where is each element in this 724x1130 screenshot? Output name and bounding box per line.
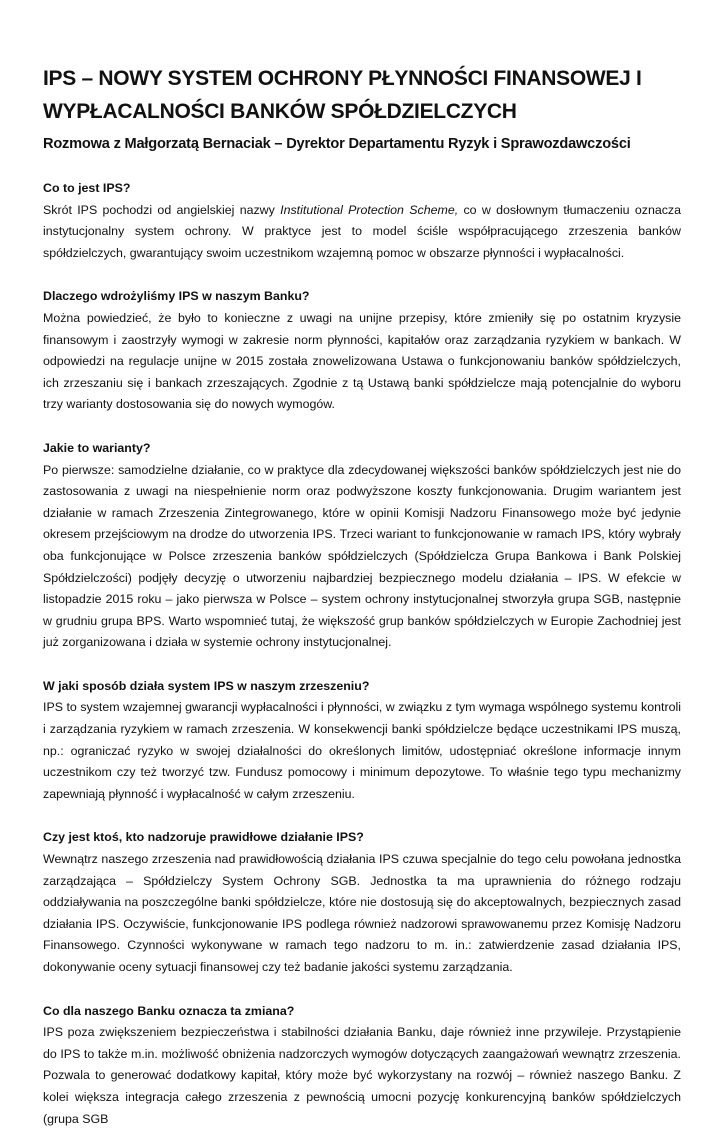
question: Jakie to warianty? [43, 440, 151, 455]
answer-text: co w dosłownym tłumaczeniu oznacza instytucjonalny system ochrony. W praktyce jest to model ściśle współpracującego zrzeszenia banków spółdzielczych, gwarantujący swoim uczestnikom wzajemną pomoc w obszarze płynności i wypłacalności. [43, 202, 682, 260]
qa-section-why-ips [43, 286, 681, 416]
question: Co to jest IPS? [43, 181, 131, 195]
document-title: IPS – NOWY SYSTEM OCHRONY PŁYNNOŚCI FINANSOWEJ I WYPŁACALNOŚCI BANKÓW SPÓŁDZIELCZYCH [43, 67, 642, 123]
qa-section-what-is-ips [43, 178, 681, 264]
document-subtitle: Rozmowa z Małgorzatą Bernaciak – Dyrektor Departamentu Ryzyk i Sprawozdawczości [43, 136, 631, 152]
answer-emphasis: Institutional Protection Scheme, [280, 202, 459, 217]
qa-section-supervision [43, 827, 681, 978]
answer: IPS to system wzajemnej gwarancji wypłacalności i płynności, w związku z tym wymaga wspólnego systemu kontroli i zarządzania ryzykiem w ramach zrzeszenia. W konsekwencji banki spółdzielcze będące uczestnikami IPS muszą, np.: ograniczać ryzyko w swojej działalności do określonych limitów, udostępniać określone informacje innym uczestnikom czy też tworzyć tzw. Fundusz pomocowy i minimum depozytowe. To właśnie tego typu mechanizmy zapewniają płynność i wypłacalność w całym zrzeszeniu. [43, 700, 681, 801]
answer: Wewnątrz naszego zrzeszenia nad prawidłowością działania IPS czuwa specjalnie do tego celu powołana jednostka zarządzająca – Spółdzielczy System Ochrony SGB. Jednostka ta ma uprawnienia do różnego rodzaju oddziaływania na poszczególne banki spółdzielcze, które nie dostosują się do akceptowalnych, bezpiecznych zasad działania IPS. Oczywiście, funkcjonowanie IPS podlega również nadzorowi sprawowanemu przez Komisję Nadzoru Finansowego. Czynności wykonywane w ramach tego nadzoru to m. in.: zatwierdzenie zasad działania IPS, dokonywanie oceny sytuacji finansowej czy też badanie jakości systemu zarządzania. [43, 852, 681, 974]
qa-section-how-ips-works [43, 676, 681, 806]
qa-section-variants [43, 438, 681, 654]
answer: Po pierwsze: samodzielne działanie, co w praktyce dla zdecydowanej większości banków spółdzielczych jest nie do zastosowania z uwagi na niespełnienie norm oraz podwyższone koszty funkcjonowania. Drugim wariantem jest działanie w ramach Zrzeszenia Zintegrowanego, które w opinii Komisji Nadzoru Finansowego może być jedynie okresem przejściowym na drodze do utworzenia IPS. Trzeci wariant to funkcjonowanie w ramach IPS, który wybrały oba funkcjonujące w Polsce zrzeszenia banków spółdzielczych (Spółdzielcza Grupa Bankowa i Bank Polskiej Spółdzielczości) podjęły decyzję o utworzeniu najbardziej bezpiecznego modelu działania – IPS. W efekcie w listopadzie 2015 roku – jako pierwsza w Polsce – system ochrony instytucjonalnej stworzyła grupa SGB, następnie w grudniu grupa BPS. Warto wspomnieć tutaj, że większość grup banków spółdzielczych w Europie Zachodniej jest już zorganizowana i działa w systemie ochrony instytucjonalnej. [43, 462, 681, 650]
question: Czy jest ktoś, kto nadzoruje prawidłowe działanie IPS? [43, 830, 364, 845]
answer: IPS poza zwiększeniem bezpieczeństwa i stabilności działania Banku, daje również inne przywileje. Przystąpienie do IPS to także m.in. możliwość obniżenia nadzorczych wymogów dotyczących zaangażowań wewnątrz zrzeszenia. Pozwala to generować dodatkowy kapitał, który może być wykorzystany na rozwój – również naszego Banku. Z kolei większa integracja całego zrzeszenia z pewnością umocni pozycję konkurencyjną banków spółdzielczych (grupa SGB [43, 1025, 681, 1126]
question: Dlaczego wdrożyliśmy IPS w naszym Banku? [43, 289, 310, 304]
question: Co dla naszego Banku oznacza ta zmiana? [43, 1003, 295, 1018]
question: W jaki sposób działa system IPS w naszym zrzeszeniu? [43, 678, 370, 693]
answer [43, 200, 681, 265]
qa-section-what-it-means [43, 1001, 681, 1130]
answer: Można powiedzieć, że było to konieczne z uwagi na unijne przepisy, które zmieniły się po ostatnim kryzysie finansowym i zaostrzyły wymogi w zakresie norm płynności, kapitałów oraz zarządzania ryzykiem w bankach. W odpowiedzi na regulacje unijne w 2015 została znowelizowana Ustawa o funkcjonowaniu banków spółdzielczych, ich zrzeszaniu się i bankach zrzeszających. Zgodnie z tą Ustawą banki spółdzielcze mają potencjalnie do wyboru trzy warianty dostosowania się do nowych wymogów. [43, 310, 681, 412]
answer-text: Skrót IPS pochodzi od angielskiej nazwy [43, 202, 281, 217]
